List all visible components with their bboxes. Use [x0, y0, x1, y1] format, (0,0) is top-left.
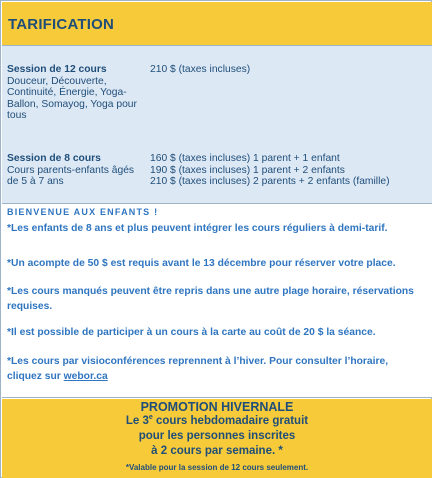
note-deposit: *Un acompte de 50 $ est requis avant le 13 décembre pour réserver votre place.: [7, 258, 396, 269]
note-makeup-classes: *Les cours manqués peuvent être repris dans une autre plage horaire, réservations requises.: [7, 286, 414, 312]
note-videoconference-text: *Les cours par visioconférences reprennent à l’hiver. Pour consulter l’horaire, cliquez sur: [7, 356, 389, 382]
session-8-description: Cours parents-enfants âgés de 5 à 7 ans: [7, 164, 135, 187]
promo-line-3: à 2 cours par semaine. *: [151, 445, 283, 457]
note-drop-in: *Il est possible de participer à un cours à la carte au coût de 20 $ la séance.: [7, 327, 376, 338]
promo-section: [2, 399, 432, 478]
welcome-title: BIENVENUE AUX ENFANTS !: [7, 207, 159, 217]
header-band: [2, 2, 432, 46]
session-8-price-list: [150, 153, 390, 188]
session-8-price-2: 190 $ (taxes incluses) 1 parent + 2 enfants: [150, 164, 345, 176]
session-8-price-1: 160 $ (taxes incluses) 1 parent + 1 enfant: [150, 153, 340, 164]
promo-line-1-sup: e: [148, 414, 153, 422]
promo-line-2: pour les personnes inscrites: [138, 430, 296, 442]
welcome-section: [2, 204, 432, 398]
session-12-price-list: [150, 64, 250, 76]
promo-line-1-end: cours hebdomadaire gratuit: [152, 415, 309, 427]
session-12-description: Douceur, Découverte, Continuité, Énergie, Yoga-Ballon, Somayog, Yoga pour tous: [7, 75, 137, 121]
session-8-price-3: 210 $ (taxes incluses) 2 parents + 2 enfants (famille): [150, 176, 390, 187]
pricing-section: [2, 46, 432, 204]
webor-link[interactable]: webor.ca: [63, 371, 108, 382]
session-12-info: [7, 64, 145, 122]
promo-line-1-start: Le 3: [125, 415, 149, 427]
session-8-name: Session de 8 cours: [7, 153, 101, 164]
note-videoconference: [7, 354, 425, 384]
page-title: TARIFICATION: [8, 16, 114, 33]
session-12-price: 210 $ (taxes incluses): [150, 64, 251, 75]
promo-footnote: *Valable pour la session de 12 cours seulement.: [125, 463, 309, 472]
session-12-name: Session de 12 cours: [7, 64, 107, 75]
promo-title: PROMOTION HIVERNALE: [140, 400, 294, 414]
promo-line-1: [2, 415, 432, 427]
note-half-price: *Les enfants de 8 ans et plus peuvent intégrer les cours réguliers à demi-tarif.: [7, 223, 388, 234]
session-8-info: [7, 153, 145, 188]
